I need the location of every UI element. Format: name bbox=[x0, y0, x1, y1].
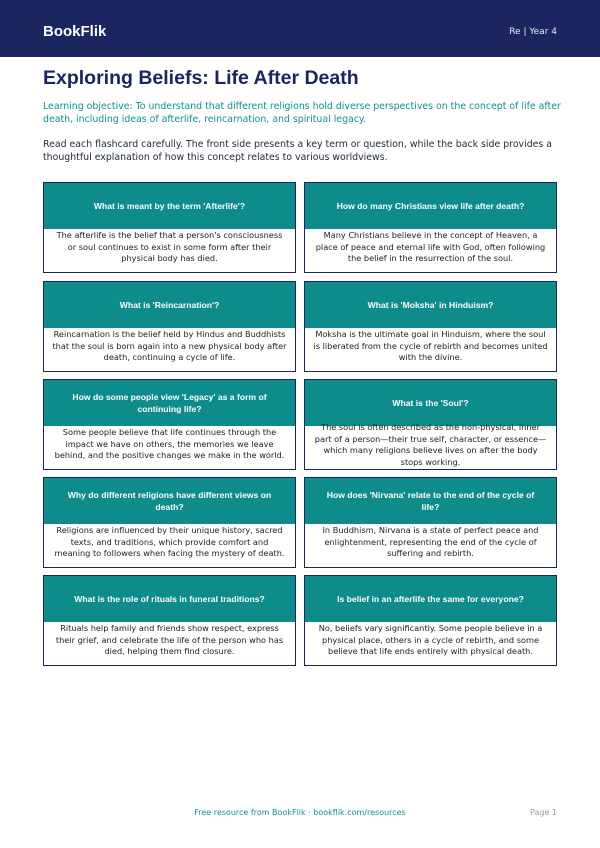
flashcard-front: What is the role of rituals in funeral traditions? bbox=[44, 576, 295, 622]
flashcard[interactable] bbox=[43, 379, 296, 470]
flashcard-front: Is belief in an afterlife the same for everyone? bbox=[305, 576, 556, 622]
flashcard-back: The afterlife is the belief that a person's consciousness or soul continues to exist in some form after their physical body has died. bbox=[56, 230, 283, 264]
flashcard-back: Reincarnation is the belief held by Hindus and Buddhists that the soul is born again into a new physical body after death, continuing a cycle of life. bbox=[52, 329, 287, 363]
page-number: Page 1 bbox=[530, 808, 557, 817]
flashcard-back: No, beliefs vary significantly. Some people believe in a physical place, others in a cycle of rebirth, and some believe that life ends entirely with physical death. bbox=[318, 623, 543, 657]
flashcard-back: Moksha is the ultimate goal in Hinduism, where the soul is liberated from the cycle of rebirth and becomes united with the divine. bbox=[313, 329, 548, 363]
instructions-text: Read each flashcard carefully. The front side presents a key term or question, while the back side provides a thoughtful explanation of how this concept relates to various worldviews. bbox=[43, 139, 553, 163]
flashcard-front: How does 'Nirvana' relate to the end of the cycle of life? bbox=[305, 478, 556, 524]
flashcard-back: Religions are influenced by their unique history, sacred texts, and traditions, which provide comfort and meaning to followers when facing the mystery of death. bbox=[54, 525, 285, 559]
flashcard-back: Some people believe that life continues through the impact we have on others, the memories we leave behind, and the positive changes we make in the world. bbox=[54, 427, 285, 461]
flashcard-front: How do some people view 'Legacy' as a form of continuing life? bbox=[44, 380, 295, 426]
flashcard-front: Why do different religions have different views on death? bbox=[44, 478, 295, 524]
flashcard-front: How do many Christians view life after death? bbox=[305, 183, 556, 229]
flashcard-back: The soul is often described as the non-physical, inner part of a person—their true self, character, or essence—which many religions believe lives on after the body stops working. bbox=[314, 422, 547, 467]
top-header-bar bbox=[0, 0, 600, 57]
flashcard[interactable] bbox=[43, 182, 296, 273]
learning-objective: Learning objective: To understand that different religions hold diverse perspectives on the concept of life after death, including ideas of afterlife, reincarnation, and spiritual legacy. bbox=[43, 101, 561, 125]
flashcard[interactable] bbox=[304, 575, 557, 666]
flashcard[interactable] bbox=[304, 379, 557, 470]
flashcard[interactable] bbox=[304, 281, 557, 372]
flashcard-front: What is 'Reincarnation'? bbox=[44, 282, 295, 328]
page-title: Exploring Beliefs: Life After Death bbox=[43, 67, 359, 89]
flashcard[interactable] bbox=[304, 182, 557, 273]
brand-logo-text: BookFlik bbox=[43, 23, 107, 40]
flashcard-front: What is the 'Soul'? bbox=[305, 380, 556, 426]
flashcard-back: Many Christians believe in the concept of Heaven, a place of peace and eternal life with God, often following the belief in the resurrection of the soul. bbox=[315, 230, 546, 264]
flashcard[interactable] bbox=[304, 477, 557, 568]
flashcard[interactable] bbox=[43, 477, 296, 568]
flashcard[interactable] bbox=[43, 575, 296, 666]
flashcard-back: In Buddhism, Nirvana is a state of perfect peace and enlightenment, representing the end of the cycle of suffering and rebirth. bbox=[322, 525, 539, 559]
flashcard[interactable] bbox=[43, 281, 296, 372]
flashcard-back: Rituals help family and friends show respect, express their grief, and celebrate the life of the person who has died, helping them find closure. bbox=[55, 623, 284, 657]
footer-credit: Free resource from BookFlik · bookflik.com/resources bbox=[194, 808, 406, 817]
subject-year-label: Re | Year 4 bbox=[509, 27, 557, 37]
flashcard-front: What is meant by the term 'Afterlife'? bbox=[44, 183, 295, 229]
flashcard-front: What is 'Moksha' in Hinduism? bbox=[305, 282, 556, 328]
